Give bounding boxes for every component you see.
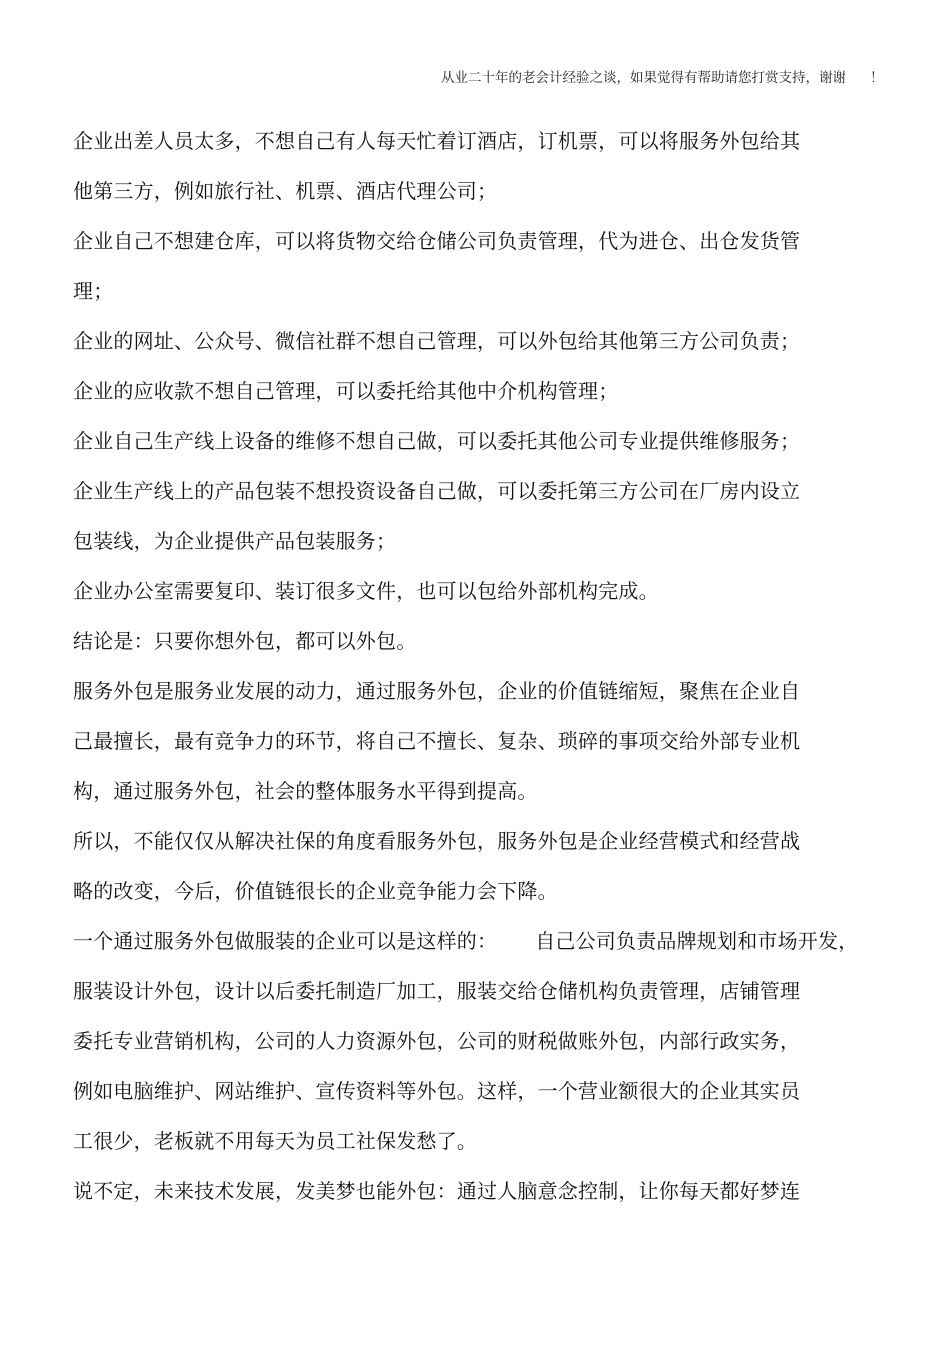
document-body (73, 116, 873, 1216)
text-line: 企业办公室需要复印、装订很多文件，也可以包给外部机构完成。 (73, 579, 659, 603)
text-line: 服装设计外包，设计以后委托制造厂加工，服装交给仓储机构负责管理，店铺管理 (73, 979, 801, 1003)
text-line: 说不定，未来技术发展，发美梦也能外包：通过人脑意念控制，让你每天都好梦连 (73, 1179, 801, 1203)
text-line: 结论是：只要你想外包，都可以外包。 (73, 629, 417, 653)
text-line: 企业自己不想建仓库，可以将货物交给仓储公司负责管理，代为进仓、出仓发货管 (73, 229, 801, 253)
text-line-tail: 自己公司负责品牌规划和市场开发， (535, 929, 859, 953)
text-line: 理； (73, 279, 114, 303)
text-line: 企业自己生产线上设备的维修不想自己做，可以委托其他公司专业提供维修服务； (73, 429, 801, 453)
text-line: 略的改变，今后，价值链很长的企业竞争能力会下降。 (73, 879, 558, 903)
text-line: 委托专业营销机构，公司的人力资源外包，公司的财税做账外包，内部行政实务， (73, 1029, 801, 1053)
text-line: 工很少，老板就不用每天为员工社保发愁了。 (73, 1129, 477, 1153)
header-exclamation: ！ (870, 70, 884, 86)
text-line: 所以，不能仅仅从解决社保的角度看服务外包，服务外包是企业经营模式和经营战 (73, 829, 801, 853)
text-line: 包装线，为企业提供产品包装服务； (73, 529, 397, 553)
text-line: 己最擅长，最有竞争力的环节，将自己不擅长、复杂、琐碎的事项交给外部专业机 (73, 729, 801, 753)
header-note: 从业二十年的老会计经验之谈，如果觉得有帮助请您打赏支持，谢谢 (441, 70, 846, 86)
text-line-head: 一个通过服务外包做服装的企业可以是这样的： (73, 929, 498, 953)
text-line: 例如电脑维护、网站维护、宣传资料等外包。这样，一个营业额很大的企业其实员 (73, 1079, 801, 1103)
text-line-split (73, 916, 873, 966)
text-line: 服务外包是服务业发展的动力，通过服务外包，企业的价值链缩短，聚焦在企业自 (73, 679, 801, 703)
text-line: 企业的应收款不想自己管理，可以委托给其他中介机构管理； (73, 379, 619, 403)
text-line: 他第三方，例如旅行社、机票、酒店代理公司； (73, 179, 498, 203)
text-line: 企业生产线上的产品包装不想投资设备自己做，可以委托第三方公司在厂房内设立 (73, 479, 801, 503)
text-line: 企业的网址、公众号、微信社群不想自己管理，可以外包给其他第三方公司负责； (73, 329, 801, 353)
text-line: 企业出差人员太多，不想自己有人每天忙着订酒店，订机票，可以将服务外包给其 (73, 129, 801, 153)
text-line: 构，通过服务外包，社会的整体服务水平得到提高。 (73, 779, 538, 803)
